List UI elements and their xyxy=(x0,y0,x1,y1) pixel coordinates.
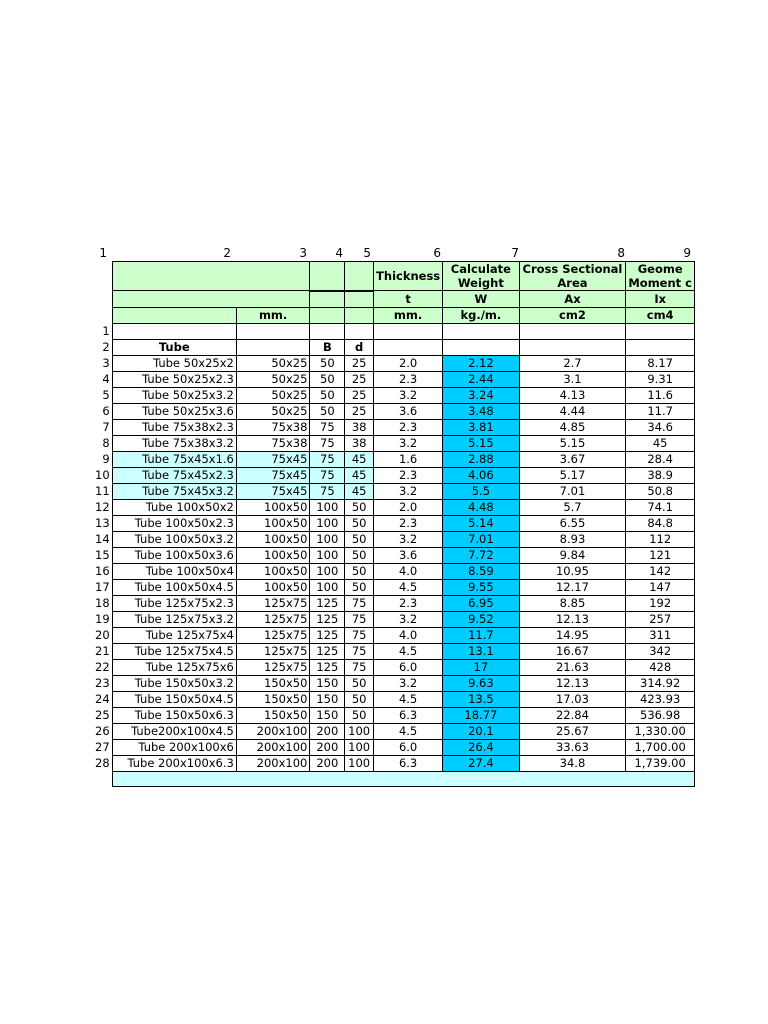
cell-area: 3.1 xyxy=(519,371,626,387)
cell-size: 125x75 xyxy=(236,659,310,675)
cell-weight: 2.88 xyxy=(443,451,519,467)
cell-weight: 3.81 xyxy=(443,419,519,435)
table-row xyxy=(93,467,695,483)
table-row xyxy=(93,547,695,563)
cell-name: Tube 100x50x4 xyxy=(112,563,236,579)
cell-area: 10.95 xyxy=(519,563,626,579)
label-tube: Tube xyxy=(112,339,236,355)
cell-size: 75x45 xyxy=(236,483,310,499)
cell-t: 3.2 xyxy=(374,675,443,691)
cell-size: 100x50 xyxy=(236,547,310,563)
cell-name: Tube 150x50x4.5 xyxy=(112,691,236,707)
cell-weight: 17 xyxy=(443,659,519,675)
cell-t: 3.2 xyxy=(374,387,443,403)
cell-moment: 38.9 xyxy=(626,467,695,483)
cell-weight: 27.4 xyxy=(443,755,519,771)
cell-d: 50 xyxy=(345,499,374,515)
cell-b: 50 xyxy=(310,403,345,419)
row-number: 27 xyxy=(95,740,110,754)
cell-moment: 192 xyxy=(626,595,695,611)
cell-d: 50 xyxy=(345,563,374,579)
cell-t: 4.0 xyxy=(374,627,443,643)
row-number: 24 xyxy=(95,692,110,706)
cell-weight: 2.44 xyxy=(443,371,519,387)
spreadsheet xyxy=(93,246,695,792)
cell-size: 75x38 xyxy=(236,435,310,451)
cell-name: Tube 100x50x3.6 xyxy=(112,547,236,563)
cell-t: 2.0 xyxy=(374,499,443,515)
cell-d: 38 xyxy=(345,419,374,435)
row-number: 8 xyxy=(102,436,110,450)
cell-b: 150 xyxy=(310,675,345,691)
table-row xyxy=(93,707,695,723)
cell-t: 4.0 xyxy=(374,563,443,579)
cell-weight: 7.72 xyxy=(443,547,519,563)
cell-t: 3.6 xyxy=(374,547,443,563)
cell-name: Tube 150x50x6.3 xyxy=(112,707,236,723)
cell-name: Tube 150x50x3.2 xyxy=(112,675,236,691)
cell-area: 5.17 xyxy=(519,467,626,483)
cell-area: 4.13 xyxy=(519,387,626,403)
cell-name: Tube 50x25x3.6 xyxy=(112,403,236,419)
cell-size: 50x25 xyxy=(236,371,310,387)
row-number: 14 xyxy=(95,532,110,546)
cell-moment: 342 xyxy=(626,643,695,659)
unit-w: kg./m. xyxy=(443,307,519,323)
cell-weight: 3.48 xyxy=(443,403,519,419)
row-number: 19 xyxy=(95,612,110,626)
cell-moment: 536.98 xyxy=(626,707,695,723)
cell-weight: 5.14 xyxy=(443,515,519,531)
cell-t: 1.6 xyxy=(374,451,443,467)
cell-t: 4.5 xyxy=(374,691,443,707)
cell-t: 3.6 xyxy=(374,403,443,419)
symbol-ax: Ax xyxy=(519,291,626,308)
header-moment: Geome Moment c xyxy=(626,262,695,291)
cell-moment: 34.6 xyxy=(626,419,695,435)
cell-b: 50 xyxy=(310,355,345,371)
blank-row-1: 1 xyxy=(93,323,695,339)
cell-area: 34.8 xyxy=(519,755,626,771)
cell-area: 16.67 xyxy=(519,643,626,659)
cell-d: 75 xyxy=(345,627,374,643)
header-area: Cross Sectional Area xyxy=(519,262,626,291)
row-number: 11 xyxy=(95,484,110,498)
label-row-2: 2 Tube B d xyxy=(93,339,695,355)
cell-t: 2.0 xyxy=(374,355,443,371)
cell-name: Tube 75x45x1.6 xyxy=(112,451,236,467)
colnum: 8 xyxy=(617,246,625,260)
cell-area: 14.95 xyxy=(519,627,626,643)
symbol-w: W xyxy=(443,291,519,308)
cell-name: Tube 200x100x6 xyxy=(112,739,236,755)
cell-moment: 423.93 xyxy=(626,691,695,707)
cell-moment: 112 xyxy=(626,531,695,547)
row-number: 7 xyxy=(102,420,110,434)
cell-weight: 7.01 xyxy=(443,531,519,547)
cell-t: 2.3 xyxy=(374,515,443,531)
cell-b: 200 xyxy=(310,755,345,771)
table-row xyxy=(93,739,695,755)
cell-b: 100 xyxy=(310,579,345,595)
colnum: 3 xyxy=(299,246,307,260)
cell-moment: 428 xyxy=(626,659,695,675)
table-row xyxy=(93,691,695,707)
cell-b: 125 xyxy=(310,627,345,643)
cell-t: 6.0 xyxy=(374,659,443,675)
cell-b: 100 xyxy=(310,499,345,515)
cell-b: 200 xyxy=(310,723,345,739)
cell-area: 8.93 xyxy=(519,531,626,547)
cell-moment: 147 xyxy=(626,579,695,595)
cell-area: 3.67 xyxy=(519,451,626,467)
cell-t: 4.5 xyxy=(374,643,443,659)
cell-area: 25.67 xyxy=(519,723,626,739)
cell-weight: 9.63 xyxy=(443,675,519,691)
cell-d: 75 xyxy=(345,659,374,675)
cell-t: 2.3 xyxy=(374,371,443,387)
table-row xyxy=(93,355,695,371)
cell-area: 12.13 xyxy=(519,611,626,627)
cell-name: Tube 75x38x3.2 xyxy=(112,435,236,451)
cell-d: 75 xyxy=(345,611,374,627)
cell-d: 25 xyxy=(345,387,374,403)
cell-b: 75 xyxy=(310,451,345,467)
cell-d: 25 xyxy=(345,371,374,387)
cell-b: 75 xyxy=(310,467,345,483)
cell-size: 200x100 xyxy=(236,739,310,755)
row-number: 6 xyxy=(102,404,110,418)
cell-size: 50x25 xyxy=(236,355,310,371)
cell-b: 125 xyxy=(310,595,345,611)
cell-name: Tube 50x25x2 xyxy=(112,355,236,371)
cell-weight: 8.59 xyxy=(443,563,519,579)
label-d: d xyxy=(345,339,374,355)
cell-name: Tube 100x50x4.5 xyxy=(112,579,236,595)
table-row xyxy=(93,643,695,659)
cell-d: 50 xyxy=(345,707,374,723)
row-number: 20 xyxy=(95,628,110,642)
cell-t: 4.5 xyxy=(374,723,443,739)
cell-b: 75 xyxy=(310,419,345,435)
cell-d: 38 xyxy=(345,435,374,451)
cell-name: Tube 125x75x6 xyxy=(112,659,236,675)
cell-d: 50 xyxy=(345,691,374,707)
row-number: 15 xyxy=(95,548,110,562)
cell-name: Tube 125x75x2.3 xyxy=(112,595,236,611)
column-number-row xyxy=(93,246,695,260)
cell-t: 6.3 xyxy=(374,707,443,723)
cell-name: Tube 50x25x3.2 xyxy=(112,387,236,403)
cell-b: 100 xyxy=(310,515,345,531)
cell-t: 3.2 xyxy=(374,483,443,499)
table-row xyxy=(93,627,695,643)
cell-weight: 4.48 xyxy=(443,499,519,515)
cell-size: 125x75 xyxy=(236,627,310,643)
cell-weight: 4.06 xyxy=(443,467,519,483)
cell-size: 75x45 xyxy=(236,467,310,483)
cell-d: 50 xyxy=(345,579,374,595)
cell-moment: 9.31 xyxy=(626,371,695,387)
cell-b: 150 xyxy=(310,691,345,707)
header-row-titles xyxy=(93,262,695,291)
cell-name: Tube 75x45x2.3 xyxy=(112,467,236,483)
cell-moment: 1,330.00 xyxy=(626,723,695,739)
table-row xyxy=(93,515,695,531)
table-row xyxy=(93,435,695,451)
table-row xyxy=(93,579,695,595)
cell-d: 75 xyxy=(345,643,374,659)
cell-d: 50 xyxy=(345,531,374,547)
table-row xyxy=(93,675,695,691)
header-row-symbols xyxy=(93,291,695,308)
cell-b: 200 xyxy=(310,739,345,755)
cell-d: 50 xyxy=(345,547,374,563)
footer-row xyxy=(93,771,695,786)
cell-size: 200x100 xyxy=(236,723,310,739)
cell-weight: 18.77 xyxy=(443,707,519,723)
cell-d: 25 xyxy=(345,403,374,419)
row-number: 9 xyxy=(102,452,110,466)
colnum: 9 xyxy=(683,246,691,260)
cell-moment: 74.1 xyxy=(626,499,695,515)
cell-name: Tube 200x100x6.3 xyxy=(112,755,236,771)
cell-b: 100 xyxy=(310,547,345,563)
unit-ax: cm2 xyxy=(519,307,626,323)
table-row xyxy=(93,563,695,579)
row-number: 12 xyxy=(95,500,110,514)
cell-t: 6.3 xyxy=(374,755,443,771)
cell-weight: 9.55 xyxy=(443,579,519,595)
cell-weight: 5.5 xyxy=(443,483,519,499)
cell-b: 100 xyxy=(310,531,345,547)
symbol-ix: Ix xyxy=(626,291,695,308)
cell-t: 2.3 xyxy=(374,419,443,435)
cell-d: 100 xyxy=(345,755,374,771)
cell-b: 50 xyxy=(310,371,345,387)
cell-b: 125 xyxy=(310,611,345,627)
cell-moment: 8.17 xyxy=(626,355,695,371)
cell-b: 150 xyxy=(310,707,345,723)
cell-d: 100 xyxy=(345,739,374,755)
header-weight: Calculate Weight xyxy=(443,262,519,291)
cell-area: 7.01 xyxy=(519,483,626,499)
section-table xyxy=(93,261,695,787)
cell-b: 75 xyxy=(310,435,345,451)
cell-t: 2.3 xyxy=(374,595,443,611)
cell-moment: 314.92 xyxy=(626,675,695,691)
table-row xyxy=(93,595,695,611)
cell-name: Tube 75x38x2.3 xyxy=(112,419,236,435)
row-number: 4 xyxy=(102,372,110,386)
table-row xyxy=(93,419,695,435)
row-number: 18 xyxy=(95,596,110,610)
cell-size: 150x50 xyxy=(236,691,310,707)
cell-moment: 11.7 xyxy=(626,403,695,419)
row-number: 5 xyxy=(102,388,110,402)
cell-moment: 121 xyxy=(626,547,695,563)
table-row xyxy=(93,451,695,467)
cell-size: 100x50 xyxy=(236,563,310,579)
cell-moment: 1,700.00 xyxy=(626,739,695,755)
cell-size: 75x38 xyxy=(236,419,310,435)
row-number: 13 xyxy=(95,516,110,530)
cell-area: 4.85 xyxy=(519,419,626,435)
cell-size: 100x50 xyxy=(236,515,310,531)
table-row xyxy=(93,499,695,515)
cell-name: Tube 100x50x2.3 xyxy=(112,515,236,531)
table-row xyxy=(93,723,695,739)
cell-t: 4.5 xyxy=(374,579,443,595)
cell-weight: 13.5 xyxy=(443,691,519,707)
cell-d: 100 xyxy=(345,723,374,739)
cell-name: Tube 125x75x4 xyxy=(112,627,236,643)
cell-area: 5.7 xyxy=(519,499,626,515)
cell-moment: 11.6 xyxy=(626,387,695,403)
cell-d: 50 xyxy=(345,515,374,531)
cell-size: 50x25 xyxy=(236,387,310,403)
cell-area: 12.17 xyxy=(519,579,626,595)
colnum: 7 xyxy=(511,246,519,260)
cell-moment: 311 xyxy=(626,627,695,643)
cell-b: 100 xyxy=(310,563,345,579)
table-row xyxy=(93,531,695,547)
row-number: 25 xyxy=(95,708,110,722)
row-number: 26 xyxy=(95,724,110,738)
cell-weight: 20.1 xyxy=(443,723,519,739)
row-number: 17 xyxy=(95,580,110,594)
colnum: 1 xyxy=(99,246,107,260)
header-row-units xyxy=(93,307,695,323)
cell-size: 50x25 xyxy=(236,403,310,419)
cell-size: 125x75 xyxy=(236,643,310,659)
cell-name: Tube 50x25x2.3 xyxy=(112,371,236,387)
row-number: 21 xyxy=(95,644,110,658)
cell-name: Tube 100x50x3.2 xyxy=(112,531,236,547)
cell-area: 4.44 xyxy=(519,403,626,419)
cell-d: 45 xyxy=(345,483,374,499)
row-number: 10 xyxy=(95,468,110,482)
cell-area: 33.63 xyxy=(519,739,626,755)
cell-size: 75x45 xyxy=(236,451,310,467)
unit-size: mm. xyxy=(236,307,310,323)
row-number: 22 xyxy=(95,660,110,674)
cell-weight: 6.95 xyxy=(443,595,519,611)
cell-size: 150x50 xyxy=(236,707,310,723)
cell-d: 75 xyxy=(345,595,374,611)
table-row xyxy=(93,371,695,387)
cell-name: Tube 125x75x4.5 xyxy=(112,643,236,659)
table-row xyxy=(93,611,695,627)
cell-moment: 257 xyxy=(626,611,695,627)
cell-size: 100x50 xyxy=(236,579,310,595)
cell-d: 45 xyxy=(345,451,374,467)
cell-area: 6.55 xyxy=(519,515,626,531)
header-thickness: Thickness xyxy=(374,262,443,291)
cell-size: 200x100 xyxy=(236,755,310,771)
cell-t: 3.2 xyxy=(374,531,443,547)
cell-name: Tube 125x75x3.2 xyxy=(112,611,236,627)
cell-moment: 45 xyxy=(626,435,695,451)
cell-weight: 11.7 xyxy=(443,627,519,643)
cell-t: 3.2 xyxy=(374,435,443,451)
cell-b: 75 xyxy=(310,483,345,499)
symbol-t: t xyxy=(374,291,443,308)
cell-t: 2.3 xyxy=(374,467,443,483)
row-number: 23 xyxy=(95,676,110,690)
cell-area: 5.15 xyxy=(519,435,626,451)
row-number: 28 xyxy=(95,756,110,770)
colnum: 4 xyxy=(335,246,343,260)
unit-ix: cm4 xyxy=(626,307,695,323)
cell-size: 100x50 xyxy=(236,499,310,515)
cell-moment: 50.8 xyxy=(626,483,695,499)
table-row xyxy=(93,659,695,675)
cell-size: 150x50 xyxy=(236,675,310,691)
cell-moment: 28.4 xyxy=(626,451,695,467)
cell-area: 22.84 xyxy=(519,707,626,723)
cell-name: Tube 100x50x2 xyxy=(112,499,236,515)
cell-d: 45 xyxy=(345,467,374,483)
table-row xyxy=(93,483,695,499)
cell-moment: 142 xyxy=(626,563,695,579)
cell-area: 12.13 xyxy=(519,675,626,691)
colnum: 2 xyxy=(223,246,231,260)
cell-b: 50 xyxy=(310,387,345,403)
row-number: 3 xyxy=(102,356,110,370)
table-row xyxy=(93,755,695,771)
cell-moment: 1,739.00 xyxy=(626,755,695,771)
cell-area: 8.85 xyxy=(519,595,626,611)
cell-weight: 5.15 xyxy=(443,435,519,451)
colnum: 6 xyxy=(433,246,441,260)
cell-weight: 9.52 xyxy=(443,611,519,627)
cell-size: 100x50 xyxy=(236,531,310,547)
cell-name: Tube 75x45x3.2 xyxy=(112,483,236,499)
cell-size: 125x75 xyxy=(236,595,310,611)
table-row xyxy=(93,403,695,419)
cell-weight: 3.24 xyxy=(443,387,519,403)
table-row xyxy=(93,387,695,403)
row-number: 16 xyxy=(95,564,110,578)
cell-t: 3.2 xyxy=(374,611,443,627)
cell-area: 2.7 xyxy=(519,355,626,371)
cell-weight: 26.4 xyxy=(443,739,519,755)
colnum: 5 xyxy=(363,246,371,260)
cell-area: 21.63 xyxy=(519,659,626,675)
cell-name: Tube200x100x4.5 xyxy=(112,723,236,739)
cell-area: 17.03 xyxy=(519,691,626,707)
cell-d: 50 xyxy=(345,675,374,691)
cell-weight: 2.12 xyxy=(443,355,519,371)
cell-size: 125x75 xyxy=(236,611,310,627)
cell-b: 125 xyxy=(310,643,345,659)
cell-d: 25 xyxy=(345,355,374,371)
cell-weight: 13.1 xyxy=(443,643,519,659)
label-b: B xyxy=(310,339,345,355)
cell-t: 6.0 xyxy=(374,739,443,755)
unit-t: mm. xyxy=(374,307,443,323)
cell-b: 125 xyxy=(310,659,345,675)
cell-moment: 84.8 xyxy=(626,515,695,531)
cell-area: 9.84 xyxy=(519,547,626,563)
